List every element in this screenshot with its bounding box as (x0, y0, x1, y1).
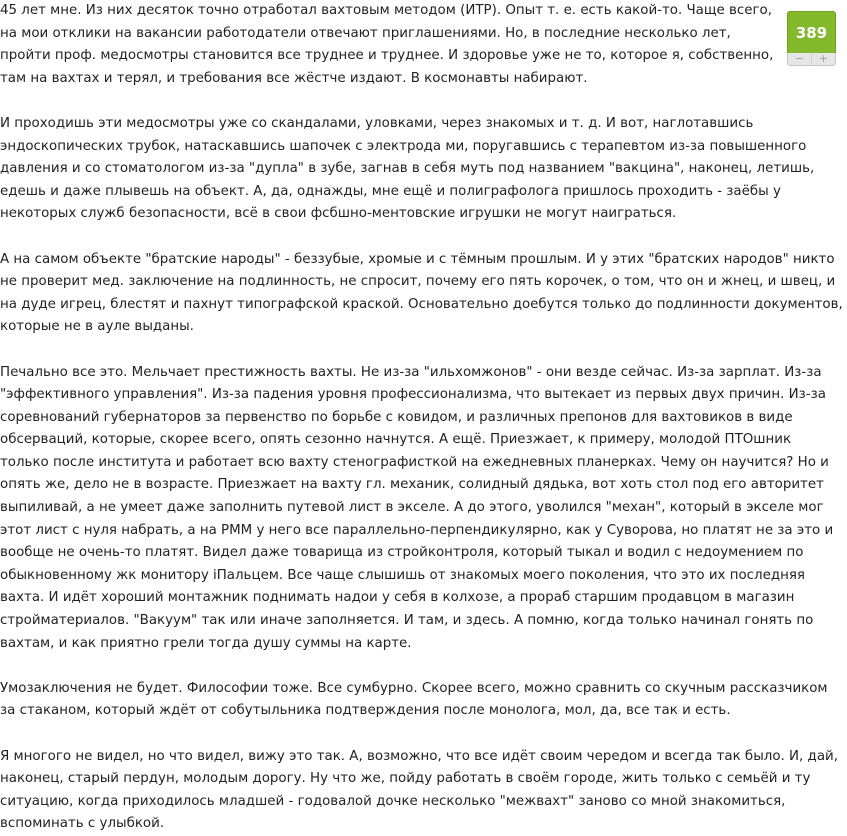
story-paragraph-6: Я многого не видел, но что видел, вижу это так. А, возможно, что все идёт своим чередом и всегда так было. И, дай, наконец, старый пердун, молодым дорогу. Ну что же, пойду работать в своём городе, жить только с семьёй и ту ситуацию, когда приходилось младшей - годовалой дочке несколько "межвахт" заново со мной знакомиться, вспоминать с улыбкой. (0, 748, 838, 832)
vote-down-button[interactable]: − (794, 52, 805, 65)
story-paragraph-1: 45 лет мне. Из них десяток точно отработал вахтовым методом (ИТР). Опыт т. е. есть какой-то. Чаще всего, на мои отклики на вакансии работодатели отвечают приглашениями. Но, в последние несколько лет, пройти проф. медосмотры становится все труднее и труднее. И здоровье уже не то, которое я, собственно, там на вахтах и терял, и требования все жёстче издают. В космонавты набирают. (0, 3, 774, 86)
vote-up-button[interactable]: + (811, 53, 835, 65)
rating-score: 389 (787, 11, 836, 53)
story-paragraph-4: Печально все это. Мельчает престижность вахты. Не из-за "ильхомжонов" - они везде сейчас. Из-за зарплат. Из-за "эффективного управления". Из-за падения уровня профессионализма, что вытекает из первых двух причин. Из-за соревнований губернаторов за первенство по борьбе с ковидом, и различных препонов для вахтовиков в виде обсерваций, которые, скорее всего, опять сезонно начнутся. А ещё. Приезжает, к примеру, молодой ПТОшник только после института и работает всю вахту стенографисткой на ежедневных планерках. Чему он научится? Но и опять же, дело не в возрасте. Приезжает на вахту гл. механик, солидный дядька, вот хоть стол под его авторитет выпиливай, а не умеет даже заполнить путевой лист в экселе. А до этого, уволился "механ", который в экселе мог этот лист с нуля набрать, а на РММ у него все параллельно-перпендикулярно, как у Суворова, но платят не за это и вообще не очень-то платят. Видел даже товарища из стройконтроля, который тыкал и водил с недоумением по обыкновенному жк монитору iПальцем. Все чаще слышишь от знакомых моего поколения, что это их последняя вахта. И идёт хороший монтажник поднимать надои у себя в колхозе, а прораб старшим продавцом в магазин стройматериалов. "Вакуум" так или иначе заполняется. И там, и здесь. А помню, когда только начинал гонять по вахтам, и как приятно грели тогда душу суммы на карте. (0, 364, 834, 651)
story-paragraph-2: И проходишь эти медосмотры уже со скандалами, уловками, через знакомых и т. д. И вот, наглотавшись эндоскопических трубок, натаскавшись шапочек с электрода ми, поругавшись с терапевтом из-за повышенного давления и со стоматологом из-за "дупла" в зубе, загнав в себя муть под названием "вакцина", наконец, летишь, едешь и даже плывешь на объект. А, да, однажды, мне ещё и полиграфолога пришлось проходить - заёбы у некоторых служб безопасности, всё в свои фсбшно-ментовские игрушки не могут наиграться. (0, 115, 815, 222)
story-paragraph-5: Умозаключения не будет. Философии тоже. Все сумбурно. Скорее всего, можно сравнить со скучным рассказчиком за стаканом, который ждёт от собутыльника подтверждения после монолога, мол, да, все так и есть. (0, 680, 828, 719)
rating-controls (787, 53, 836, 66)
story-paragraph-3: А на самом объекте "братские народы" - беззубые, хромые и с тёмным прошлым. И у этих "братских народов" никто не проверит мед. заключение на подлинность, не спросит, почему его пять корочек, о том, что он и жнец, и швец, и на дуде игрец, блестят и пахнут типографской краской. Основательно доебутся только до подлинности документов, которые не в ауле выданы. (0, 251, 843, 335)
rating-widget (787, 11, 836, 66)
